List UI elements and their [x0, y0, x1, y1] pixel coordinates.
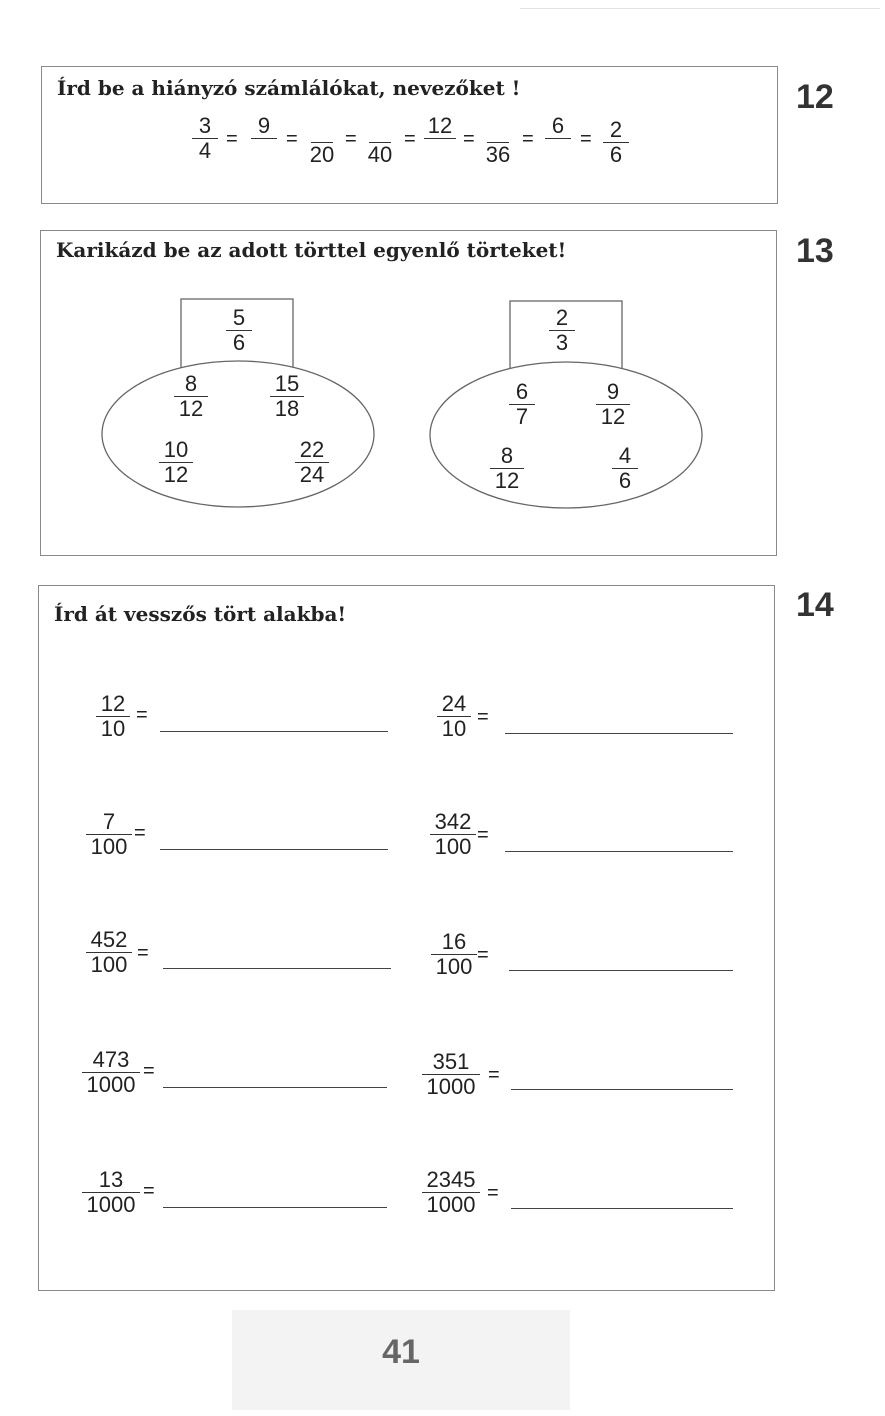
- given-denominator: 3: [555, 330, 569, 355]
- option-fraction[interactable]: [159, 438, 193, 487]
- exercise-14-number: 14: [796, 586, 834, 624]
- answer-line[interactable]: [160, 849, 388, 850]
- ex14-denominator: 1000: [426, 1074, 476, 1099]
- ex14-fraction: [422, 1168, 480, 1217]
- given-numerator: 2: [555, 305, 569, 330]
- ex14-fraction: [437, 692, 471, 741]
- equals-sign: =: [286, 128, 298, 150]
- option-fraction[interactable]: [596, 380, 630, 429]
- option-fraction[interactable]: [295, 438, 329, 487]
- set-ellipse-1: [102, 361, 374, 507]
- ex14-numerator: 24: [441, 691, 467, 716]
- answer-line[interactable]: [163, 968, 391, 969]
- ex12-denominator: 4: [198, 138, 212, 163]
- option-numerator: 6: [515, 379, 529, 404]
- equals-sign: =: [477, 706, 489, 728]
- option-fraction[interactable]: [509, 380, 535, 429]
- equals-sign: =: [345, 128, 357, 150]
- option-denominator: 24: [299, 462, 325, 487]
- equals-sign: =: [522, 128, 534, 150]
- ex14-numerator: 342: [434, 809, 472, 834]
- given-fraction-2: [549, 306, 575, 355]
- ex14-numerator: 12: [100, 691, 126, 716]
- ex12-denominator: 6: [609, 142, 623, 167]
- option-numerator: 8: [184, 371, 198, 396]
- ex14-fraction: [86, 810, 132, 859]
- answer-line[interactable]: [505, 851, 733, 852]
- equals-sign: =: [488, 1064, 500, 1086]
- equals-sign: =: [580, 128, 592, 150]
- option-fraction[interactable]: [174, 372, 208, 421]
- ex14-numerator: 16: [441, 929, 467, 954]
- option-numerator: 15: [274, 371, 300, 396]
- ex14-fraction: [422, 1050, 480, 1099]
- equals-sign: =: [477, 824, 489, 846]
- ex14-fraction: [96, 692, 130, 741]
- equals-sign: =: [136, 704, 148, 726]
- exercise-12-number: 12: [796, 78, 834, 116]
- option-numerator: 10: [163, 437, 189, 462]
- option-fraction[interactable]: [270, 372, 304, 421]
- ex12-denominator: 20: [309, 142, 335, 167]
- equals-sign: =: [477, 944, 489, 966]
- ex14-fraction: [82, 1048, 140, 1097]
- answer-line[interactable]: [511, 1208, 733, 1209]
- ex14-numerator: 7: [102, 809, 116, 834]
- given-fraction-1: [226, 306, 252, 355]
- option-numerator: 22: [299, 437, 325, 462]
- answer-line[interactable]: [505, 733, 733, 734]
- ex14-denominator: 100: [90, 952, 128, 977]
- ex14-numerator: 13: [98, 1167, 124, 1192]
- option-numerator: 4: [618, 443, 632, 468]
- ex14-denominator: 1000: [426, 1192, 476, 1217]
- answer-line[interactable]: [163, 1087, 387, 1088]
- ex12-numerator: 9: [257, 113, 271, 138]
- ex14-numerator: 2345: [426, 1167, 476, 1192]
- set-ellipse-2: [430, 362, 702, 508]
- equals-sign: =: [487, 1182, 499, 1204]
- option-denominator: 12: [600, 404, 626, 429]
- page-number: 41: [232, 1310, 570, 1410]
- ex14-denominator: 10: [441, 716, 467, 741]
- equals-sign: =: [134, 822, 146, 844]
- ex12-numerator: 12: [427, 113, 453, 138]
- option-denominator: 12: [494, 468, 520, 493]
- exercise-12-title: Írd be a hiányzó számlálókat, nevezőket !: [57, 76, 521, 100]
- ex14-numerator: 473: [92, 1047, 130, 1072]
- equals-sign: =: [143, 1060, 155, 1082]
- equals-sign: =: [463, 128, 475, 150]
- answer-line[interactable]: [160, 731, 388, 732]
- ex14-denominator: 1000: [86, 1192, 136, 1217]
- option-fraction[interactable]: [490, 444, 524, 493]
- ex12-denominator: 36: [485, 142, 511, 167]
- option-numerator: 8: [500, 443, 514, 468]
- answer-line[interactable]: [509, 970, 733, 971]
- option-denominator: 12: [178, 396, 204, 421]
- option-denominator: 6: [618, 468, 632, 493]
- equals-sign: =: [137, 942, 149, 964]
- ex14-numerator: 351: [432, 1049, 470, 1074]
- equals-sign: =: [143, 1180, 155, 1202]
- ex14-fraction: [86, 928, 132, 977]
- given-denominator: 6: [232, 330, 246, 355]
- ex14-denominator: 100: [435, 954, 473, 979]
- set-diagrams: [0, 0, 885, 600]
- option-numerator: 9: [606, 379, 620, 404]
- ex12-numerator: 2: [609, 117, 623, 142]
- ex12-numerator: 6: [551, 113, 565, 138]
- ex14-denominator: 1000: [86, 1072, 136, 1097]
- exercise-13-number: 13: [796, 232, 834, 270]
- given-numerator: 5: [232, 305, 246, 330]
- ex14-fraction: [431, 930, 477, 979]
- answer-line[interactable]: [511, 1089, 733, 1090]
- option-denominator: 18: [274, 396, 300, 421]
- option-denominator: 7: [515, 404, 529, 429]
- ex14-fraction: [430, 810, 476, 859]
- exercise-13-title: Karikázd be az adott törttel egyenlő törteket!: [56, 238, 567, 262]
- ex14-denominator: 100: [434, 834, 472, 859]
- answer-line[interactable]: [163, 1207, 387, 1208]
- ex12-denominator: 40: [367, 142, 393, 167]
- exercise-14-title: Írd át vesszős tört alakba!: [54, 602, 347, 626]
- ex14-denominator: 100: [90, 834, 128, 859]
- equals-sign: =: [226, 128, 238, 150]
- ex14-denominator: 10: [100, 716, 126, 741]
- ex12-numerator: 3: [198, 113, 212, 138]
- option-denominator: 12: [163, 462, 189, 487]
- ex14-fraction: [82, 1168, 140, 1217]
- ex14-numerator: 452: [90, 927, 128, 952]
- equals-sign: =: [404, 128, 416, 150]
- option-fraction[interactable]: [612, 444, 638, 493]
